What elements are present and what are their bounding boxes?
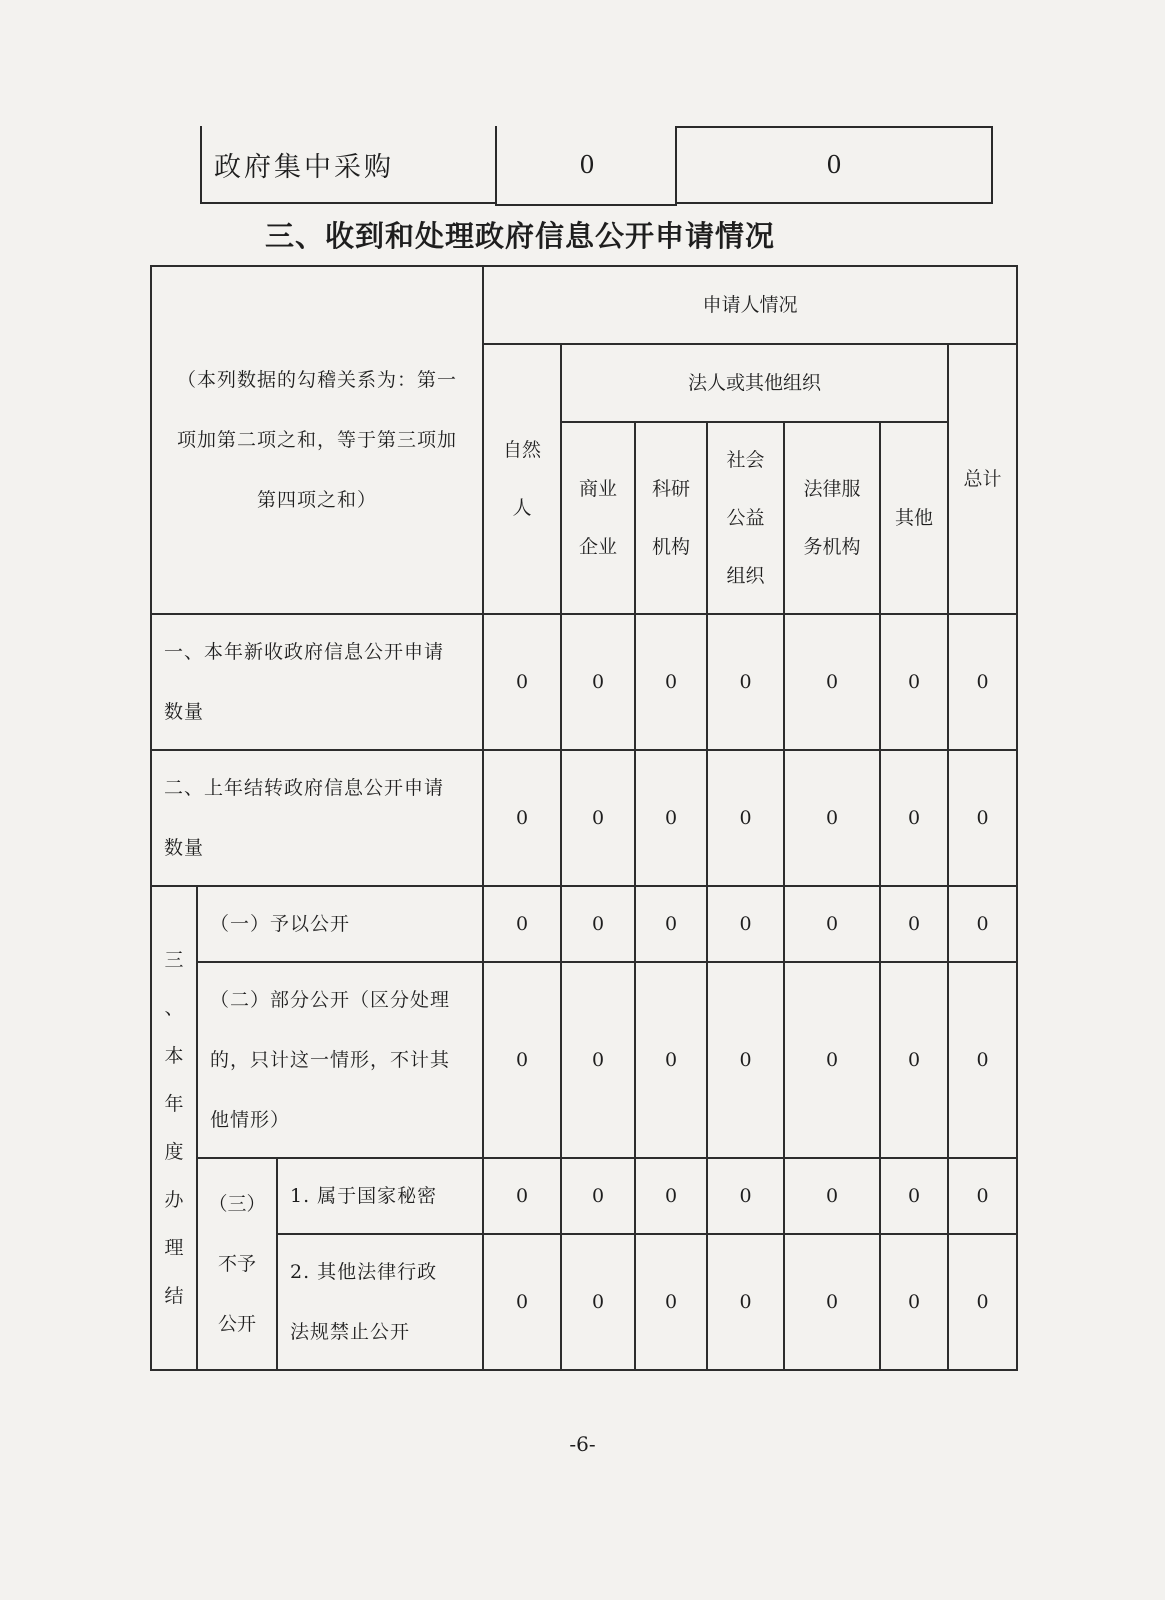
description-line: 项加第二项之和，等于第三项加	[177, 429, 458, 451]
label-line: （二）部分公开（区分处理	[210, 989, 451, 1011]
label-line: 不予	[217, 1253, 256, 1275]
cell-value: 0	[483, 1234, 561, 1370]
cell-value: 0	[635, 750, 707, 886]
cell-value: 0	[784, 962, 880, 1158]
procurement-table-fragment	[200, 126, 990, 206]
vertical-char: 、	[164, 997, 184, 1019]
vertical-char: 办	[164, 1189, 184, 1211]
page-number: -6-	[569, 1432, 596, 1456]
legal-service-header	[784, 422, 880, 614]
label-line: 数量	[164, 837, 205, 859]
table-row	[151, 886, 1017, 962]
cell-value: 0	[948, 750, 1017, 886]
header-line: 务机构	[803, 536, 861, 558]
procurement-label: 政府集中采购	[200, 126, 495, 204]
research-institution-header	[635, 422, 707, 614]
cell-value: 0	[948, 1158, 1017, 1234]
cell-value: 0	[707, 1234, 784, 1370]
cell-value: 0	[784, 886, 880, 962]
cell-value: 0	[880, 750, 948, 886]
cell-value: 0	[880, 1234, 948, 1370]
not-disclosed-group-label	[197, 1158, 277, 1370]
legal-entity-header: 法人或其他组织	[561, 344, 948, 422]
cell-value: 0	[948, 1234, 1017, 1370]
label-line: 一、本年新收政府信息公开申请	[164, 641, 445, 663]
cell-value: 0	[880, 1158, 948, 1234]
cell-value: 0	[880, 962, 948, 1158]
header-line: 自然	[503, 439, 542, 461]
header-line: 公益	[726, 507, 765, 529]
cell-value: 0	[784, 1234, 880, 1370]
cell-value: 0	[784, 1158, 880, 1234]
cell-value: 0	[561, 750, 635, 886]
header-line: 商业	[579, 478, 618, 500]
header-line: 组织	[726, 565, 765, 587]
cell-value: 0	[948, 614, 1017, 750]
table-row	[151, 614, 1017, 750]
cell-value: 0	[483, 614, 561, 750]
section-title: 三、收到和处理政府信息公开申请情况	[264, 219, 775, 253]
cell-value: 0	[483, 962, 561, 1158]
total-header: 总计	[948, 344, 1017, 614]
vertical-char: 理	[164, 1237, 184, 1259]
cell-value: 0	[635, 1234, 707, 1370]
row-label-partial	[197, 962, 483, 1158]
row-label-new-requests	[151, 614, 483, 750]
vertical-char: 三	[164, 949, 184, 971]
cell-value: 0	[483, 886, 561, 962]
header-line: 人	[512, 497, 532, 519]
other-header: 其他	[880, 422, 948, 614]
label-line: （三）	[208, 1193, 266, 1215]
table-description-header	[151, 266, 483, 614]
cell-value: 0	[707, 886, 784, 962]
header-line: 社会	[726, 449, 765, 471]
cell-value: 0	[707, 962, 784, 1158]
cell-value: 0	[707, 1158, 784, 1234]
applicant-header: 申请人情况	[483, 266, 1017, 344]
cell-value: 0	[483, 750, 561, 886]
cell-value: 0	[561, 1158, 635, 1234]
procurement-value-2: 0	[675, 126, 993, 204]
cell-value: 0	[880, 886, 948, 962]
header-line: 法律服	[803, 478, 861, 500]
label-line: 数量	[164, 701, 205, 723]
cell-value: 0	[707, 750, 784, 886]
cell-value: 0	[561, 886, 635, 962]
cell-value: 0	[948, 962, 1017, 1158]
vertical-char: 结	[164, 1285, 184, 1307]
header-line: 企业	[579, 536, 618, 558]
row-label-state-secret: 1. 属于国家秘密	[277, 1158, 483, 1234]
table-row	[151, 1158, 1017, 1234]
label-line: 他情形）	[210, 1109, 291, 1131]
label-line: 2. 其他法律行政	[290, 1261, 438, 1283]
label-line: 公开	[217, 1313, 256, 1335]
vertical-char: 本	[164, 1045, 184, 1067]
cell-value: 0	[635, 962, 707, 1158]
cell-value: 0	[635, 886, 707, 962]
cell-value: 0	[561, 614, 635, 750]
label-line: 二、上年结转政府信息公开申请	[164, 777, 445, 799]
cell-value: 0	[880, 614, 948, 750]
procurement-value-1: 0	[495, 126, 677, 206]
cell-value: 0	[784, 614, 880, 750]
row-label-carried-over	[151, 750, 483, 886]
cell-value: 0	[561, 1234, 635, 1370]
table-row	[151, 962, 1017, 1158]
cell-value: 0	[561, 962, 635, 1158]
public-welfare-header	[707, 422, 784, 614]
header-line: 机构	[652, 536, 691, 558]
cell-value: 0	[483, 1158, 561, 1234]
natural-person-header	[483, 344, 561, 614]
result-group-label	[151, 886, 197, 1370]
cell-value: 0	[635, 614, 707, 750]
commercial-enterprise-header	[561, 422, 635, 614]
cell-value: 0	[635, 1158, 707, 1234]
cell-value: 0	[948, 886, 1017, 962]
label-line: 法规禁止公开	[290, 1321, 411, 1343]
header-line: 科研	[652, 478, 691, 500]
information-request-table	[150, 265, 1018, 1371]
vertical-char: 度	[164, 1141, 184, 1163]
vertical-char: 年	[164, 1093, 184, 1115]
cell-value: 0	[784, 750, 880, 886]
table-row	[151, 750, 1017, 886]
row-label-law-prohibited	[277, 1234, 483, 1370]
description-line: 第四项之和）	[257, 489, 378, 511]
cell-value: 0	[707, 614, 784, 750]
description-line: （本列数据的勾稽关系为：第一	[177, 369, 458, 391]
table-row	[151, 1234, 1017, 1370]
label-line: 的，只计这一情形，不计其	[210, 1049, 451, 1071]
row-label-disclosed: （一）予以公开	[197, 886, 483, 962]
